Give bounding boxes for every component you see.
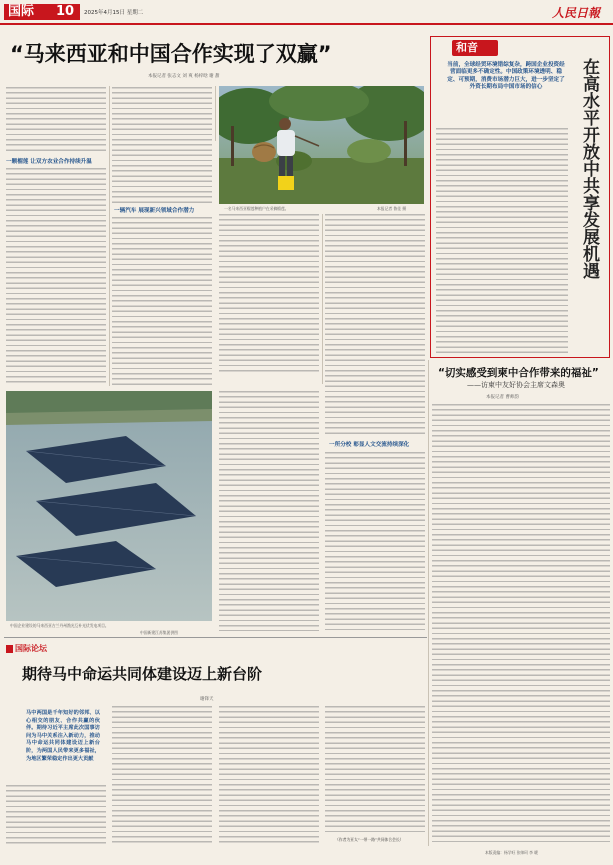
masthead	[0, 0, 613, 24]
feature-byline: 本报记者 曹师韵	[486, 395, 519, 400]
page-editor-credit: 本版责编：杨学旺 张帅珂 李 暖	[485, 850, 538, 855]
lead-headline: “马来西亚和中国合作实现了双赢”	[10, 42, 332, 66]
forum-label: 国际论坛	[15, 644, 47, 653]
commentary-column-label: 和音	[456, 41, 478, 54]
forum-body-col1	[6, 785, 106, 845]
lead-body-col1-a	[6, 87, 106, 154]
issue-date: 2025年4月15日 星期二	[84, 10, 144, 16]
lead-body-col4-b	[325, 452, 425, 632]
durian-farm-image	[219, 86, 424, 204]
lead-body-col2-c	[219, 391, 319, 631]
lead-body-col4-a	[325, 214, 425, 436]
forum-byline: 谢锋天	[200, 697, 214, 702]
solar-farm-photo	[6, 391, 212, 621]
lead-byline: 本报记者 张志文 刘 爽 杨梓晗 谢 甜	[148, 74, 220, 79]
commentary-lead-quote: 当前，全球经贸环境错综复杂，跨国企业投资经营面临更多不确定性。中国政策环境透明、稳定、可预期，消费市场潜力巨大，进一步坚定了外资长期布局中国市场的信心	[447, 62, 565, 91]
farmer-photo	[219, 86, 424, 204]
feature-subtitle: ——访柬中友好协会主席文森奥	[467, 381, 565, 389]
forum-body-col3	[219, 706, 319, 846]
forum-lead: 马中两国是千年知好的邻邦、以心相交的朋友、合作共赢的伙伴。期待习近平主席此次国事访问为马中关系注入新动力，推动马中命运共同体建设迈上新台阶，为两国人民带来更多福祉，为地区繁荣稳定作出更大贡献	[26, 710, 100, 762]
lead-subhead-3: 一所分校 彰显人文交流持续深化	[329, 442, 410, 448]
page-number: 10	[56, 4, 75, 19]
forum-author-note: （作者为亚太“一带一路”共同体合会长）	[335, 837, 404, 842]
commentary-vertical-title: 在高水平开放中共享发展机遇	[579, 58, 599, 279]
lead-body-col3-a	[219, 214, 319, 374]
lead-subhead-2: 一辆汽车 展现新兴领域合作潜力	[114, 208, 195, 214]
forum-body-col4	[325, 706, 425, 834]
commentary-body	[436, 128, 568, 353]
lead-subhead-1: 一颗榴莲 让双方农业合作持续升温	[6, 159, 92, 165]
solar-photo-caption: 中国企业建设的马来西亚吉兰丹州渔光互补光伏发电项目。	[10, 623, 109, 628]
solar-photo-credit: 中国新建江苏集团供图	[140, 630, 178, 635]
lead-body-col2-a	[112, 87, 212, 205]
forum-badge	[6, 645, 13, 653]
forum-body-col2	[112, 706, 212, 846]
farmer-photo-caption: 一名马来西亚榴莲种植户在采摘榴莲。	[224, 206, 289, 211]
newspaper-logo: 人民日報	[552, 6, 601, 20]
solar-panel-image	[6, 391, 212, 621]
feature-body	[432, 404, 610, 842]
masthead-rule	[0, 23, 613, 25]
lead-body-col2-b	[112, 217, 212, 387]
lead-body-col1-b	[6, 168, 106, 383]
feature-headline: “切实感受到柬中合作带来的福祉”	[438, 367, 599, 379]
section-label: 国际	[8, 4, 35, 19]
section-divider	[4, 637, 427, 638]
farmer-photo-credit: 本报记者 鲁佳 摄	[377, 206, 406, 211]
forum-headline: 期待马中命运共同体建设迈上新台阶	[22, 665, 263, 683]
